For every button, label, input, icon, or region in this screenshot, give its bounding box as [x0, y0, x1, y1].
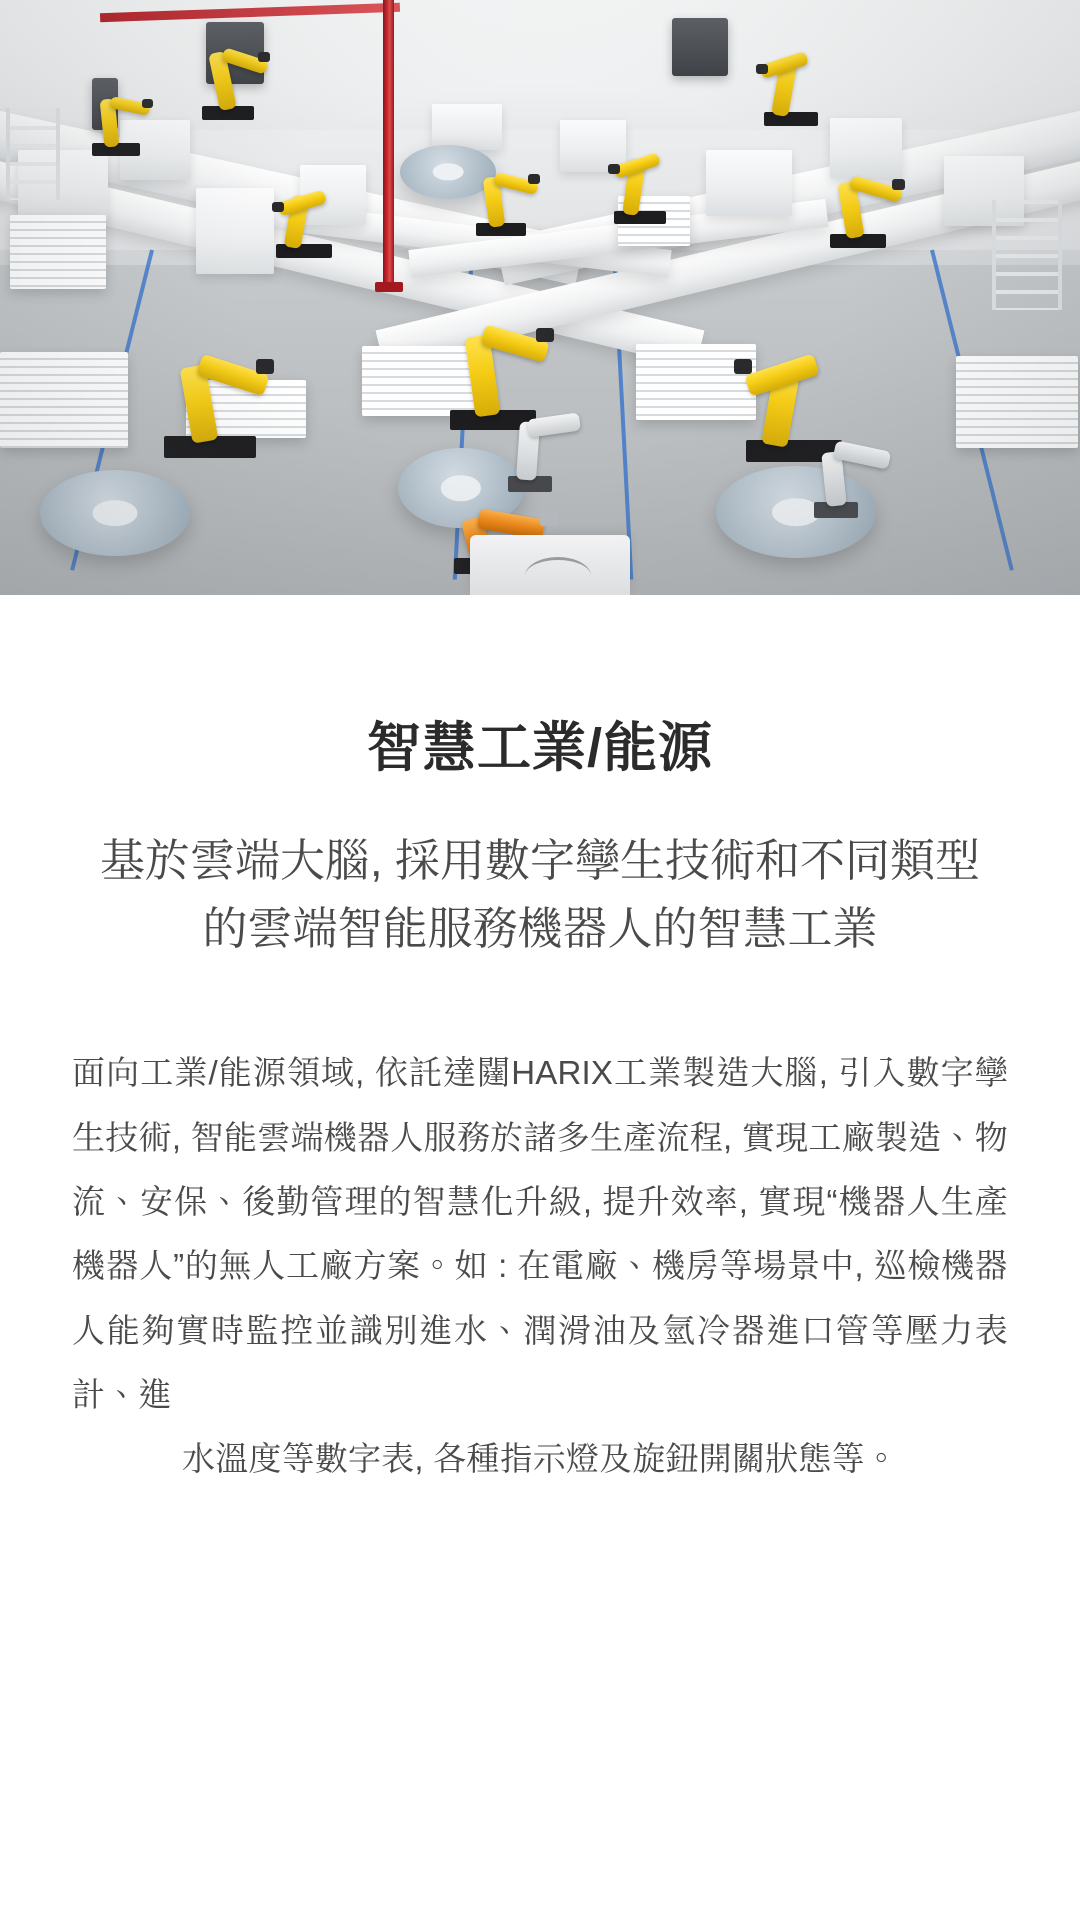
machine-block: [706, 150, 792, 216]
body-paragraph: [72, 1041, 1008, 1491]
page-subtitle: 基於雲端大腦, 採用數字孿生技術和不同類型的雲端智能服務機器人的智慧工業: [99, 834, 980, 954]
tray-stack: [0, 352, 128, 448]
robot-arm-grey: [806, 408, 906, 518]
tray-stack: [956, 356, 1078, 448]
hero-image: [0, 0, 1080, 595]
dark-equipment: [672, 18, 728, 76]
robot-arm: [86, 66, 156, 156]
factory-scene: [0, 0, 1080, 595]
fixture-plate: [40, 470, 190, 556]
red-pillar-base: [375, 282, 403, 292]
robot-arm: [608, 128, 678, 224]
storage-rack: [992, 200, 1062, 310]
robot-arm: [820, 148, 906, 248]
storage-rack: [6, 108, 60, 200]
robot-arm: [756, 30, 832, 126]
robot-arm: [196, 30, 266, 120]
body-paragraph-text: 面向工業/能源領域, 依託達闥HARIX工業製造大腦, 引入數字孿生技術, 智能雲端機器人服務於諸多生產流程, 實現工廠製造、物流、安保、後勤管理的智慧化升級, 提升效率, 實現“機器人生產機器人”的無人工廠方案。如 : 在電廠、機房等場景中, 巡檢機器人能夠實時監控並識別進水、潤滑油及氫冷器進口管等壓力表計、進: [72, 1054, 1008, 1413]
robot-arm: [272, 168, 344, 258]
article-content: [0, 715, 1080, 1492]
front-machine: [470, 535, 630, 595]
page-title: 智慧工業/能源: [366, 718, 713, 778]
front-machine-slot: [525, 557, 591, 576]
robot-arm: [152, 338, 272, 458]
tray-stack: [10, 215, 106, 289]
body-paragraph-last-line: 水溫度等數字表, 各種指示燈及旋鈕開關狀態等。: [182, 1440, 898, 1478]
robot-arm-grey: [500, 382, 596, 492]
robot-arm: [470, 146, 540, 236]
machine-block: [432, 104, 502, 150]
machine-block: [196, 188, 274, 274]
red-pillar: [383, 0, 394, 290]
